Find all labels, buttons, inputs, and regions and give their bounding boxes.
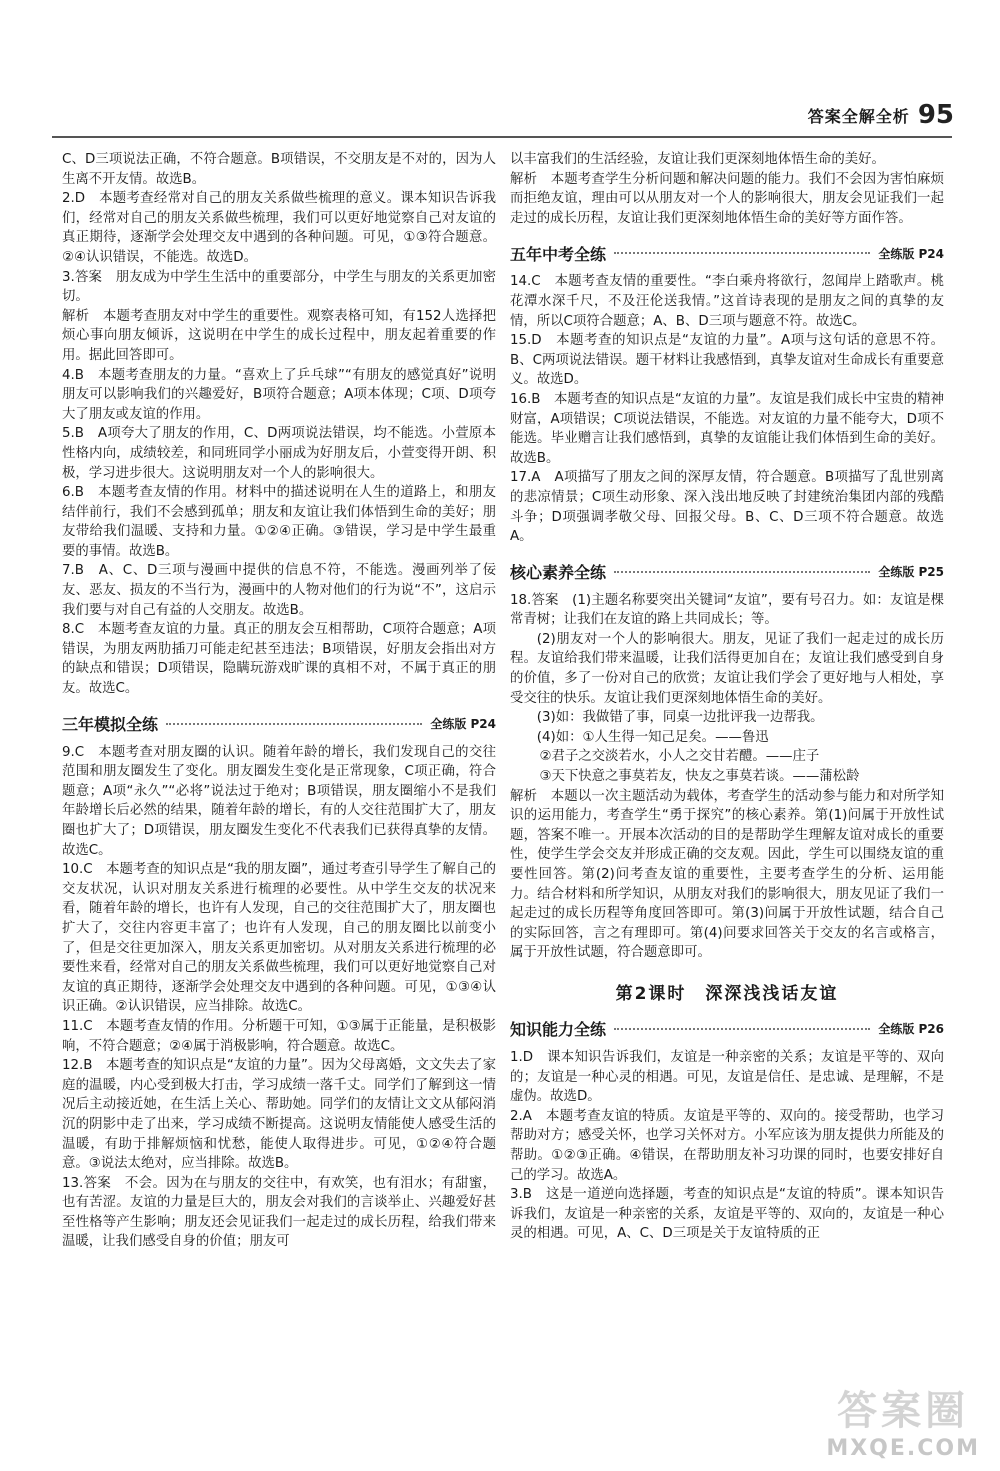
section-bar — [510, 238, 944, 268]
answer-paragraph: 以丰富我们的生活经验，友谊让我们更深刻地体悟生命的美好。 — [510, 152, 885, 167]
section-title: 三年模拟全练 — [62, 715, 159, 735]
section-divider — [166, 723, 422, 725]
page-header — [808, 100, 954, 130]
section-bar — [510, 557, 944, 587]
answer-paragraph: 17.A A项描写了朋友之间的深厚友情，符合题意。B项描写了乱世别离的悲凉情景；C项生动形象、深入浅出地反映了封建统治集团内部的残酷斗争；D项强调孝敬父母、回报父母。B、C、D三项不符合题意。故选A。 — [510, 470, 944, 545]
section-bar — [62, 709, 496, 739]
section-ref: 全练版 P26 — [878, 1022, 944, 1037]
analysis-paragraph: 解析 本题以一次主题活动为载体，考查学生的活动参与能力和对所学知识的运用能力，考查学生“勇于探究”的核心素养。第(1)问属于开放性试题，答案不唯一。开展本次活动的目的是帮助学生理解友谊对成长的重要性，使学生学会交友并形成正确的交友观。因此，学生可以围绕友谊的重要性回答。第(2)问考查友谊的重要性，主要考查学生的分析、运用能力。结合材料和所学知识，从朋友对我们的影响很大，朋友见证了我们一起走过的成长历程等角度回答即可。第(3)问属于开放性试题，结合自己的实际回答，言之有理即可。第(4)问要求回答关于交友的名言或格言，属于开放性试题，符合题意即可。 — [510, 788, 944, 961]
analysis-paragraph: 解析 本题考查学生分析问题和解决问题的能力。我们不会因为害怕麻烦而拒绝友谊，理由可以从朋友对一个人的影响很大，朋友会见证我们一起走过的成长历程，友谊让我们更深刻地体悟生命的美好等方面作答。 — [510, 171, 944, 226]
answer-paragraph: 6.B 本题考查友情的作用。材料中的描述说明在人生的道路上，和朋友结伴前行，我们不会感到孤单；朋友和友谊让我们体悟到生命的美好；朋友带给我们温暖、支持和力量。①②④正确。③错误，学习是中学生最重要的事情。故选B。 — [62, 485, 496, 559]
section-bar — [510, 1014, 944, 1044]
section-ref: 全练版 P24 — [430, 717, 496, 732]
watermark — [826, 1379, 980, 1461]
answer-paragraph: 14.C 本题考查友情的重要性。“李白乘舟将欲行，忽闻岸上踏歌声。桃花潭水深千尺，不及汪伦送我情。”这首诗表现的是朋友之间的真挚的友情，所以C项符合题意；A、B、D三项与题意不符。故选C。 — [510, 274, 944, 329]
answer-paragraph: 1.D 课本知识告诉我们，友谊是一种亲密的关系；友谊是平等的、双向的；友谊是一种心灵的相遇。可见，友谊是信任、是忠诚、是理解，不是虚伪。故选D。 — [510, 1049, 944, 1105]
section-divider — [614, 1028, 870, 1030]
right-column — [510, 150, 944, 1244]
answer-paragraph: 3.答案 朋友成为中学生生活中的重要部分，中学生与朋友的关系更加密切。 — [62, 269, 496, 305]
analysis-paragraph: 解析 本题考查朋友对中学生的重要性。观察表格可知，有152人选择把烦心事向朋友倾诉，这说明在中学生的成长过程中，朋友起着重要的作用。据此回答即可。 — [62, 308, 496, 363]
answer-paragraph: 16.B 本题考查的知识点是“友谊的力量”。友谊是我们成长中宝贵的精神财富，A项错误；C项说法错误，不能选。对友谊的力量不能夸大，D项不能选。毕业赠言让我们感悟到，真挚的友谊能让我们体悟到生命的美好。故选B。 — [510, 391, 944, 466]
header-title: 答案全解全析 — [807, 106, 910, 126]
section-ref: 全练版 P25 — [878, 565, 944, 580]
header-rule — [52, 136, 952, 138]
quote-line: ③天下快意之事莫若友，快友之事莫若谈。——蒲松龄 — [539, 769, 860, 785]
left-column — [62, 150, 496, 1252]
answer-paragraph: 4.B 本题考查朋友的力量。“喜欢上了乒乓球”“有朋友的感觉真好”说明朋友可以影响我们的兴趣爱好，B项符合题意；A项本体现；C项、D项夸大了朋友或友谊的作用。 — [62, 367, 496, 422]
answer-paragraph: 8.C 本题考查友谊的力量。真正的朋友会互相帮助，C项符合题意；A项错误，为朋友两肋插刀可能走纪甚至违法；B项错误，好朋友会指出对方的缺点和错误；D项错误，隐瞒玩游戏旷课的真相不对，不属于真正的朋友。故选C。 — [62, 622, 496, 697]
answer-line: (3)如：我做错了事，同桌一边批评我一边帮我。 — [536, 710, 824, 726]
page-number: 95 — [917, 100, 954, 130]
answer-paragraph: 2.A 本题考查友谊的特质。友谊是平等的、双向的。接受帮助，也学习帮助对方；感受关怀，也学习关怀对方。小军应该为朋友提供力所能及的帮助。①②③正确。④错误，在帮助朋友补习功课的同时，也要安排好自己的学习。故选A。 — [510, 1108, 944, 1183]
section-title: 五年中考全练 — [510, 244, 607, 264]
answer-paragraph: 9.C 本题考查对朋友圈的认识。随着年龄的增长，我们发现自己的交往范围和朋友圈发生了变化。朋友圈发生变化是正常现象，C项正确，符合题意；A项“永久”“必将”说法过于绝对；B项错误，朋友圈缩小不是我们年龄增长后必然的结果，随着年龄的增长，有的人交往范围扩大了，朋友圈也扩大了；D项错误，朋友圈发生变化不代表我们已获得真挚的友情。故选C。 — [62, 744, 496, 858]
quote-line: ②君子之交淡若水，小人之交甘若醴。——庄子 — [539, 749, 820, 765]
section-title: 核心素养全练 — [510, 563, 607, 583]
answer-paragraph: 10.C 本题考查的知识点是“我的朋友圈”，通过考查引导学生了解自己的交友状况，认识对朋友关系进行梳理的必要性。从中学生交友的状况来看，随着年龄的增长，也许有人发现，自己的交往范围扩大了，朋友圈也扩大了，交往内容更丰富了；也许有人发现，自己的朋友圈比以前变小了，但是交往更加深入，朋友关系更加密切。从对朋友关系进行梳理的必要性来看，经常对自己的朋友关系做些梳理，我们可以更好地觉察自己对友谊的真正期待，逐渐学会处理交友中遇到的各种问题。可见，①③④认识正确。②认识错误，应当排除。故选C。 — [62, 862, 496, 1015]
answer-paragraph: 15.D 本题考查的知识点是“友谊的力量”。A项与这句话的意思不符。B、C两项说法错误。题干材料让我感悟到，真挚友谊对生命成长有重要意义。故选D。 — [510, 333, 944, 388]
section-ref: 全练版 P24 — [878, 246, 944, 261]
answer-paragraph: 7.B A、C、D三项与漫画中提供的信息不符，不能选。漫画列举了佞友、恶友、损友的不当行为，漫画中的人物对他们的行为说“不”，这启示我们要与对自己有益的人交朋友。故选B。 — [62, 563, 496, 618]
answer-paragraph: 3.B 这是一道逆向选择题，考查的知识点是“友谊的特质”。课本知识告诉我们，友谊是一种亲密的关系，友谊是平等的、双向的，友谊是一种心灵的相遇。可见，A、C、D三项是关于友谊特质的正 — [510, 1187, 944, 1242]
watermark-logo: 答案圈 — [837, 1388, 970, 1434]
section-divider — [614, 252, 870, 254]
answer-line: (4)如：①人生得一知己足矣。——鲁迅 — [536, 729, 769, 745]
answer-paragraph: 2.D 本题考查经常对自己的朋友关系做些梳理的意义。课本知识告诉我们，经常对自己的朋友关系做些梳理，我们可以更好地觉察自己对友谊的真正期待，逐渐学会处理交友中遇到的各种问题。可见，①③符合题意。②④认识错误，不能选。故选D。 — [62, 191, 496, 265]
answer-paragraph: 11.C 本题考查友情的作用。分析题干可知，①③属于正能量，是积极影响，不符合题意；②④属于消极影响，符合题意。故选C。 — [62, 1018, 496, 1054]
lesson-title: 第2课时 深深浅浅话友谊 — [615, 983, 839, 1004]
watermark-url: MXQE.COM — [826, 1436, 980, 1461]
answer-paragraph: (2)朋友对一个人的影响很大。朋友，见证了我们一起走过的成长历程。友谊给我们带来温暖，让我们活得更加自在；友谊让我们感受到自身的价值，多了一份对自己的欣赏；友谊让我们学会了更好地与人相处，享受交往的快乐。友谊让我们更深刻地体悟生命的美好。 — [510, 631, 944, 706]
section-title: 知识能力全练 — [510, 1020, 607, 1040]
answer-paragraph: C、D三项说法正确，不符合题意。B项错误，不交朋友是不对的，因为人生离不开友情。故选B。 — [62, 152, 496, 187]
section-divider — [614, 571, 870, 573]
answer-paragraph: 12.B 本题考查的知识点是“友谊的力量”。因为父母离婚，文文失去了家庭的温暖，内心受到极大打击，学习成绩一落千丈。同学们了解到这一情况后主动接近她，在生活上关心、帮助她。同学们的友情让文文从郁闷消沉的阴影中走了出来，学习成绩不断提高。这说明友情能使人感受生活的温暖，有助于排解烦恼和忧愁，能使人取得进步。可见，①②④符合题意。③说法太绝对，应当排除。故选B。 — [62, 1058, 496, 1172]
answer-paragraph: 5.B A项夸大了朋友的作用，C、D两项说法错误，均不能选。小萱原本性格内向，成绩较差，和同班同学小丽成为好朋友后，小萱变得开朗、积极，学习进步很大。这说明朋友对一个人的影响很大。 — [62, 426, 496, 481]
answer-paragraph: 18.答案 (1)主题名称要突出关键词“友谊”，要有号召力。如：友谊是棵常青树；让我们在友谊的路上共同成长；等。 — [510, 592, 944, 628]
answer-paragraph: 13.答案 不会。因为在与朋友的交往中，有欢笑，也有泪水；有甜蜜，也有苦涩。友谊的力量是巨大的，朋友会对我们的言谈举止、兴趣爱好甚至性格等产生影响；朋友还会见证我们一起走过的成长历程，给我们带来温暖，让我们感受自身的价值；朋友可 — [62, 1175, 496, 1250]
